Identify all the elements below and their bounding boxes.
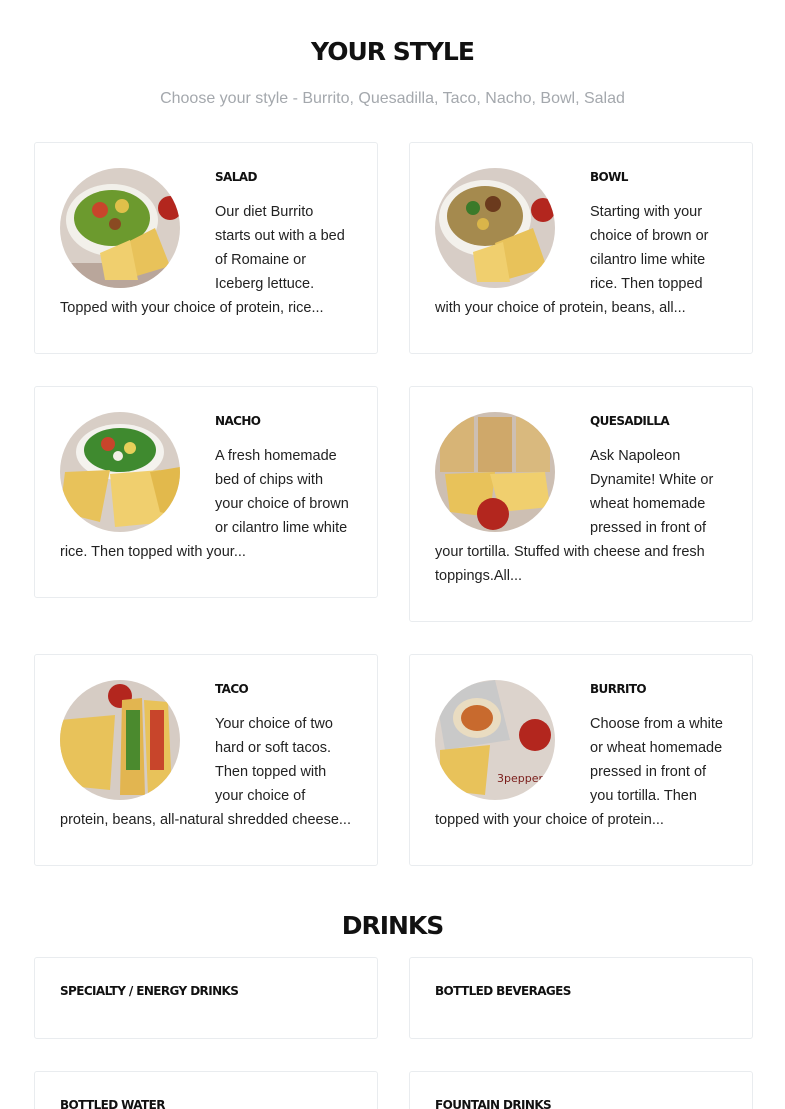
nacho-photo-icon[interactable] xyxy=(60,412,180,532)
menu-card-salad[interactable] xyxy=(34,142,378,354)
menu-item-description: Your choice of two hard or soft tacos. Then topped with your choice of protein, beans, all-natural shredded cheese... xyxy=(60,716,351,828)
drink-card-bottled-beverages[interactable] xyxy=(409,957,753,1039)
menu-item-description: Starting with your choice of brown or cilantro lime white rice. Then topped with your choice of protein, beans, all... xyxy=(435,204,709,316)
menu-item-name[interactable]: BURRITO xyxy=(590,682,647,696)
menu-item-description: Our diet Burrito starts out with a bed of Romaine or Iceberg lettuce. Topped with your choice of protein, rice... xyxy=(60,204,345,316)
menu-item-name[interactable]: QUESADILLA xyxy=(590,414,670,428)
menu-item-name[interactable]: SALAD xyxy=(215,170,257,184)
menu-card-burrito[interactable] xyxy=(409,654,753,866)
drink-category-name[interactable]: BOTTLED BEVERAGES xyxy=(435,984,571,998)
drink-category-name[interactable]: SPECIALTY / ENERGY DRINKS xyxy=(60,984,239,998)
burrito-photo-icon[interactable] xyxy=(435,680,555,800)
menu-card-nacho[interactable] xyxy=(34,386,378,598)
menu-item-name[interactable]: BOWL xyxy=(590,170,628,184)
salad-photo-icon[interactable] xyxy=(60,168,180,288)
menu-item-name[interactable]: TACO xyxy=(215,682,249,696)
menu-item-description: Ask Napoleon Dynamite! White or wheat homemade pressed in front of your tortilla. Stuffed with cheese and fresh toppings.All... xyxy=(435,448,714,584)
taco-photo-icon[interactable] xyxy=(60,680,180,800)
menu-item-name[interactable]: NACHO xyxy=(215,414,261,428)
drink-card-fountain-drinks[interactable] xyxy=(409,1071,753,1109)
drinks-section-title: DRINKS xyxy=(341,911,444,940)
drink-category-name[interactable]: BOTTLED WATER xyxy=(60,1098,165,1109)
menu-card-bowl[interactable] xyxy=(409,142,753,354)
menu-item-description: Choose from a white or wheat homemade pressed in front of you tortilla. Then topped with your choice of protein... xyxy=(435,716,723,828)
drink-category-name[interactable]: FOUNTAIN DRINKS xyxy=(435,1098,552,1109)
style-section-title: YOUR STYLE xyxy=(311,37,474,66)
drink-card-bottled-water[interactable] xyxy=(34,1071,378,1109)
menu-card-quesadilla[interactable] xyxy=(409,386,753,622)
menu-item-description: A fresh homemade bed of chips with your choice of brown or cilantro lime white rice. Then topped with your... xyxy=(60,448,349,560)
drink-card-specialty[interactable] xyxy=(34,957,378,1039)
menu-card-taco[interactable] xyxy=(34,654,378,866)
bowl-photo-icon[interactable] xyxy=(435,168,555,288)
svg-text:3pepper: 3pepper xyxy=(497,772,544,785)
quesadilla-photo-icon[interactable] xyxy=(435,412,555,532)
style-section-subtitle: Choose your style - Burrito, Quesadilla, Taco, Nacho, Bowl, Salad xyxy=(160,90,625,107)
